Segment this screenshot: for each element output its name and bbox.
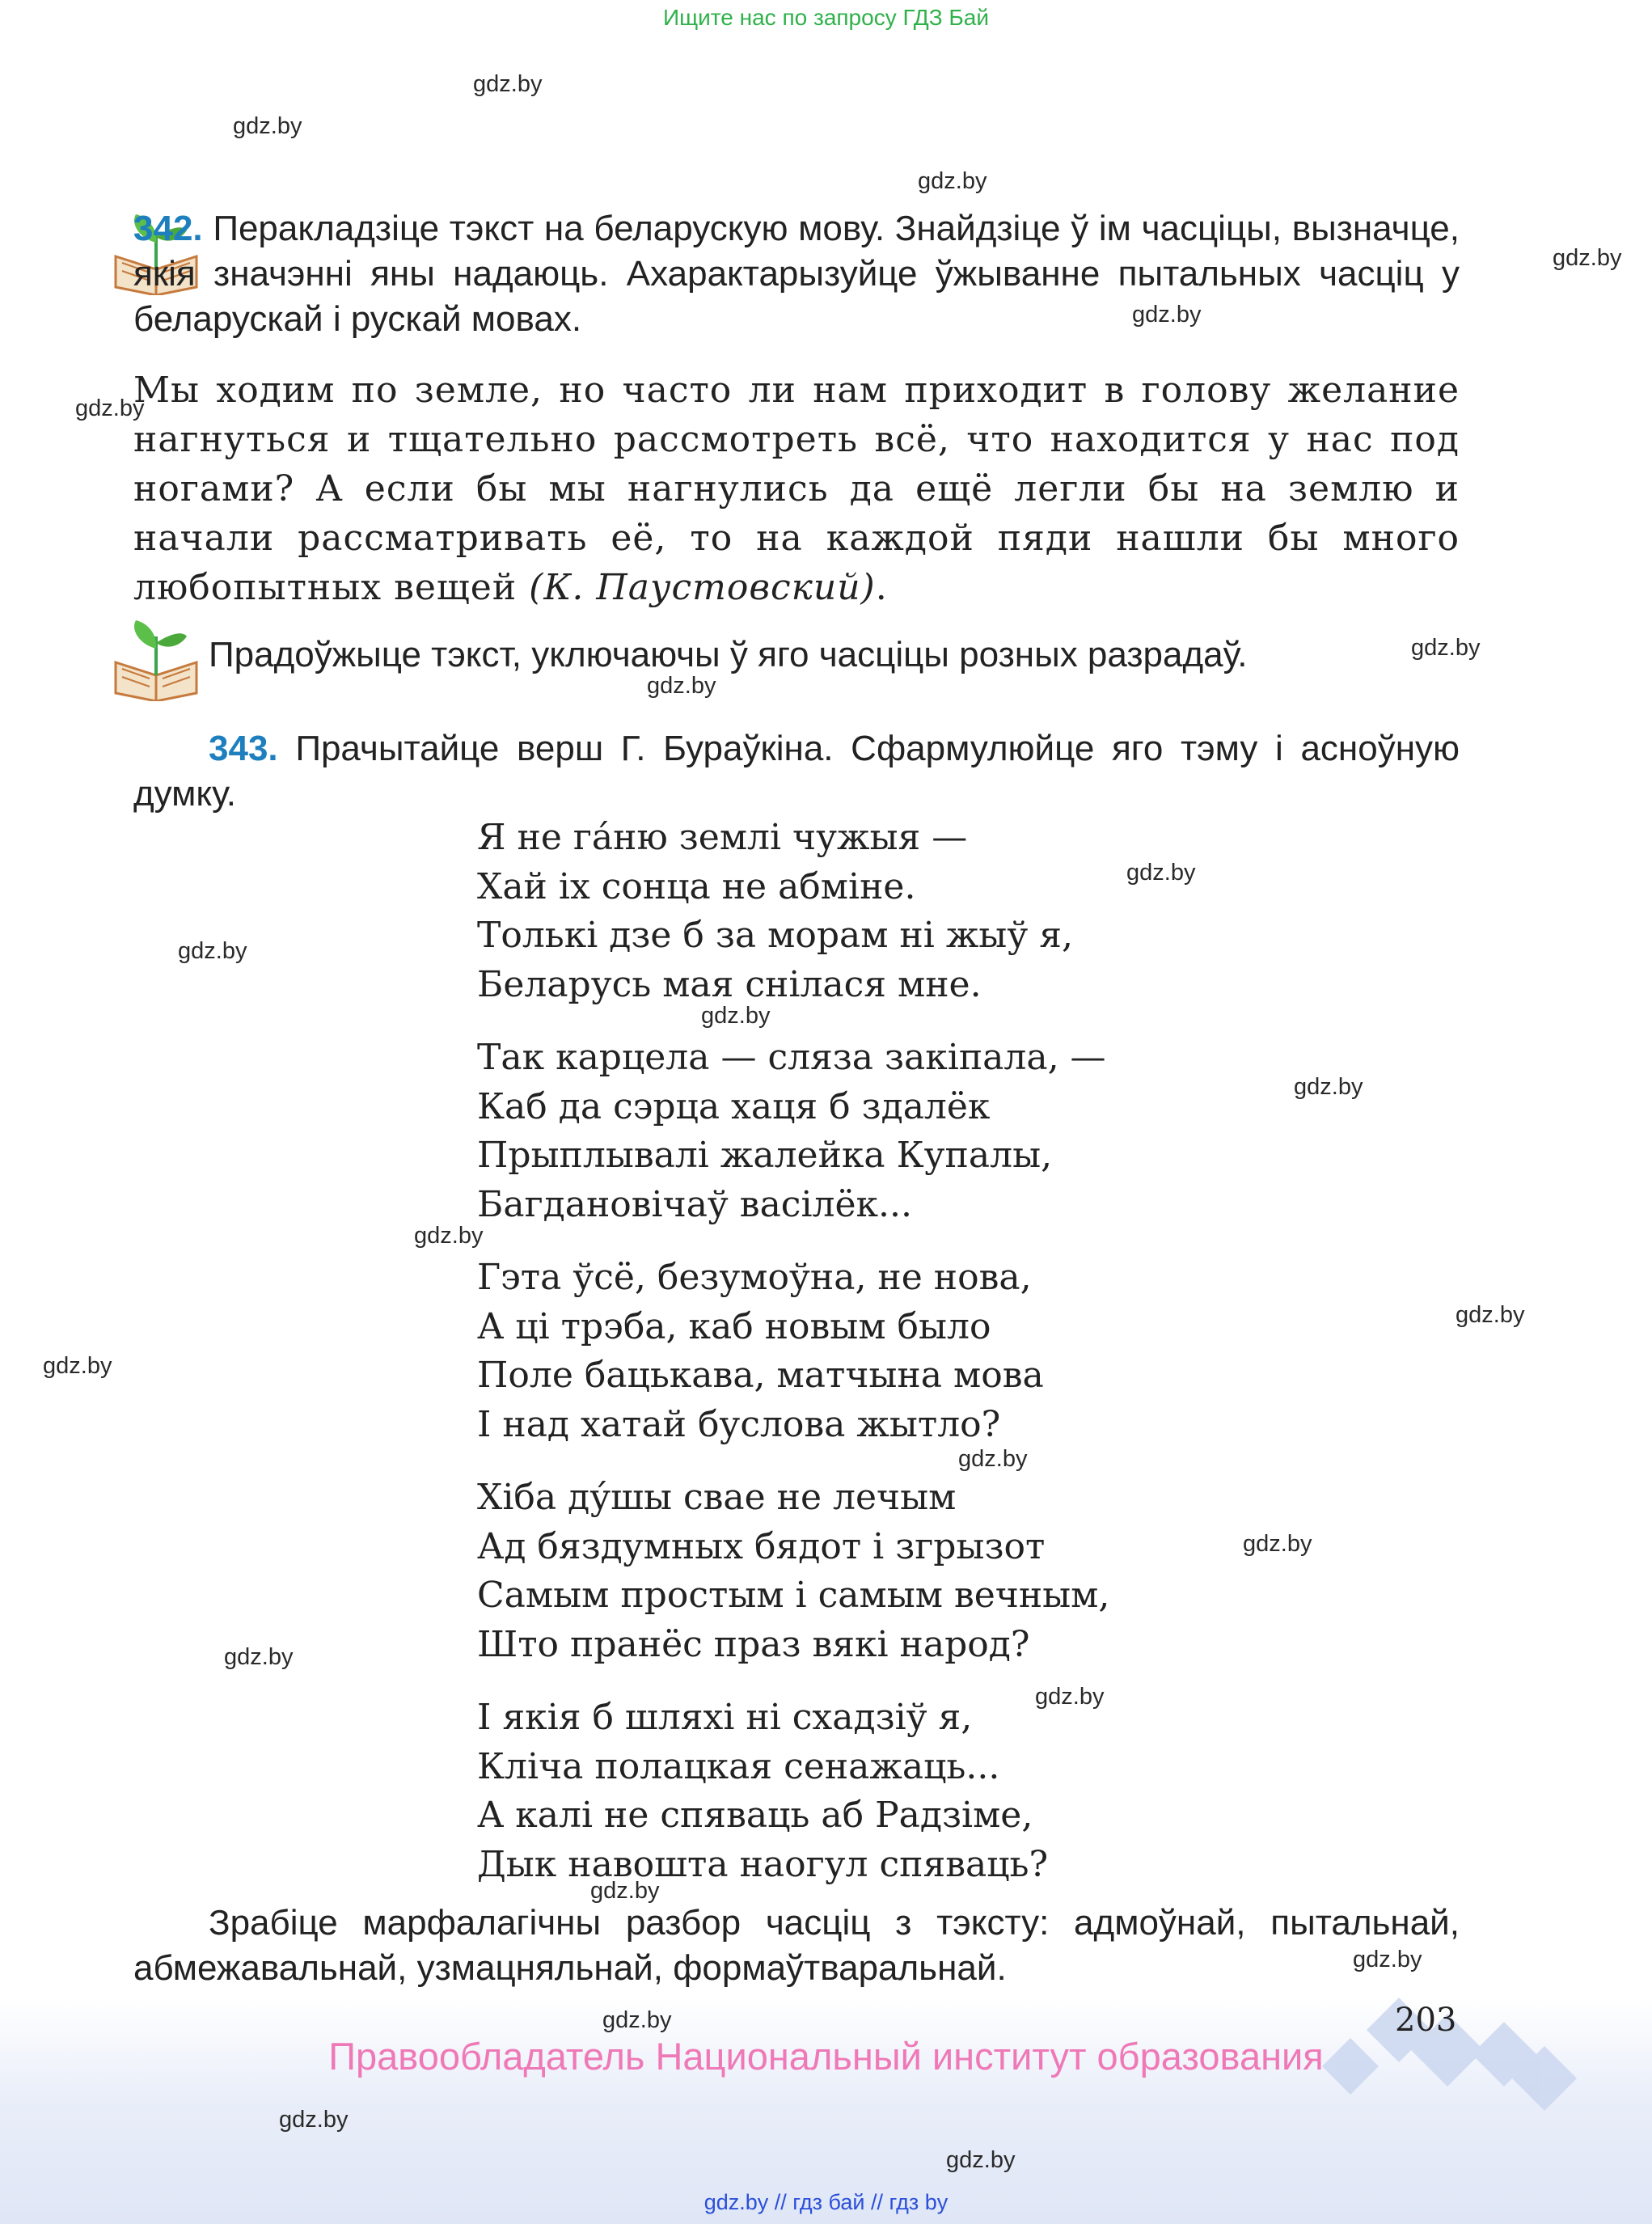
- watermark: gdz.by: [1126, 860, 1196, 886]
- poem-line: Толькі дзе б за морам ні жыў я,: [477, 915, 1073, 956]
- poem-line: І над хатай буслова жытло?: [477, 1403, 1001, 1445]
- watermark: gdz.by: [946, 2147, 1016, 2173]
- copyright-notice: Правообладатель Национальный институт образования: [328, 2035, 1324, 2078]
- watermark: gdz.by: [414, 1223, 484, 1249]
- watermark: gdz.by: [1553, 245, 1622, 271]
- exercise-343-instruction: 343. Прачытайце верш Г. Бураўкіна. Сфармулюйце яго тэму і асноўную думку.: [133, 729, 1460, 814]
- exercise-342-text: Мы ходим по земле, но часто ли нам приходит в голову желание нагнуться и тщательно рассмотреть всё, что находится у нас под ногами? А если бы мы нагнулись да ещё легли бы на землю и начали рассматривать её, то на каждой пяди нашли бы много любопытных вещей (К. Паустовский).: [133, 370, 1460, 608]
- watermark: gdz.by: [279, 2107, 349, 2133]
- page-number: 203: [1395, 2002, 1457, 2039]
- poem-line: Самым простым і самым вечным,: [477, 1575, 1110, 1616]
- watermark: gdz.by: [1132, 302, 1202, 328]
- watermark: gdz.by: [918, 168, 987, 194]
- poem-line: Я не га́ню землі чужыя —: [477, 817, 968, 858]
- watermark: gdz.by: [1294, 1074, 1363, 1100]
- poem-stanza: [477, 1474, 1286, 1669]
- poem: [477, 814, 1286, 1913]
- watermark: gdz.by: [178, 938, 247, 964]
- watermark: gdz.by: [473, 71, 543, 97]
- watermark: gdz.by: [701, 1003, 771, 1029]
- poem-stanza: [477, 814, 1286, 1009]
- poem-line: Хай іх сонца не абміне.: [477, 865, 916, 907]
- poem-line: Ад бяздумных бядот і згрызот: [477, 1525, 1046, 1567]
- poem-line: Гэта ўсё, безумоўна, не нова,: [477, 1257, 1032, 1298]
- poem-stanza: [477, 1693, 1286, 1889]
- bottom-links[interactable]: gdz.by // гдз бай // гдз by: [703, 2190, 949, 2214]
- watermark: gdz.by: [1411, 635, 1481, 661]
- poem-line: Прыплывалі жалейка Купалы,: [477, 1135, 1053, 1176]
- watermark: gdz.by: [233, 113, 302, 139]
- watermark: gdz.by: [75, 395, 145, 421]
- poem-stanza: [477, 1034, 1286, 1229]
- exercise-number: 343.: [209, 729, 278, 768]
- watermark: gdz.by: [43, 1353, 112, 1379]
- exercise-342-follow-up: Прадоўжыце тэкст, уключаючы ў яго часціцы розных разрадаў.: [209, 635, 1248, 674]
- watermark: gdz.by: [1035, 1684, 1105, 1710]
- poem-line: Так карцела — сляза закіпала, —: [477, 1037, 1106, 1078]
- exercise-342-instruction: 342. Перакладзіце тэкст на беларускую мову. Знайдзіце ў ім часціцы, вызначце, якія значэнні яны надаюць. Ахарактарызуйце ўжыванне пытальных часціц у беларускай і рускай мовах.: [133, 209, 1460, 339]
- watermark: gdz.by: [590, 1878, 660, 1904]
- exercise-343-task: Зрабіце марфалагічны разбор часціц з тэксту: адмоўнай, пытальнай, абмежавальнай, узмацняльнай, формаўтваральнай.: [133, 1903, 1460, 1988]
- poem-line: Поле бацькава, матчына мова: [477, 1355, 1044, 1396]
- poem-line: Хіба ду́шы свае не лечым: [477, 1477, 957, 1518]
- poem-line: А калі не спяваць аб Радзіме,: [477, 1795, 1033, 1836]
- poem-line: Каб да сэрца хаця б здалёк: [477, 1085, 991, 1127]
- poem-line: Дык навошта наогул спяваць?: [477, 1843, 1049, 1885]
- poem-line: Кліча полацкая сенажаць...: [477, 1745, 1000, 1787]
- watermark: gdz.by: [647, 673, 716, 699]
- watermark: gdz.by: [602, 2007, 672, 2033]
- poem-stanza: [477, 1254, 1286, 1449]
- watermark: gdz.by: [1353, 1947, 1422, 1972]
- watermark: gdz.by: [1243, 1531, 1312, 1557]
- author: (К. Паустовский): [529, 567, 876, 608]
- poem-line: Што пранёс праз вякі народ?: [477, 1623, 1030, 1665]
- poem-line: А ці трэба, каб новым было: [477, 1305, 991, 1347]
- watermark: gdz.by: [958, 1446, 1028, 1472]
- watermark: gdz.by: [224, 1644, 294, 1670]
- exercise-number: 342.: [133, 209, 203, 248]
- book-sprout-icon: [108, 612, 205, 701]
- poem-line: Беларусь мая снілася мне.: [477, 963, 982, 1005]
- watermark: gdz.by: [1456, 1302, 1525, 1328]
- poem-line: Багдановічаў васілёк...: [477, 1183, 912, 1225]
- poem-line: І якія б шляхі ні схадзіў я,: [477, 1697, 973, 1738]
- top-banner[interactable]: Ищите нас по запросу ГДЗ Бай: [662, 5, 990, 30]
